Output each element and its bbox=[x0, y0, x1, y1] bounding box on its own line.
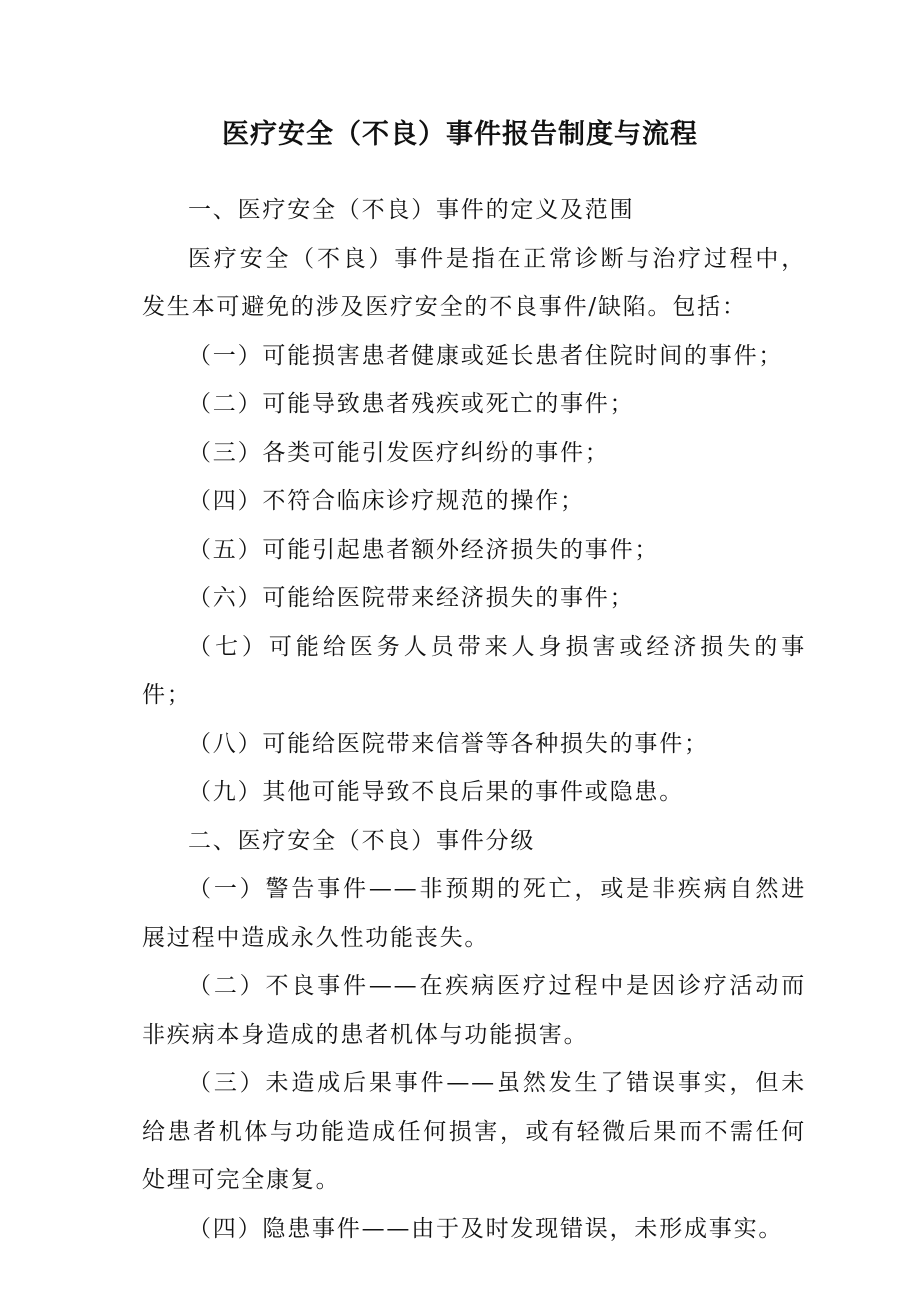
list-item-scope-4: （四）不符合临床诊疗规范的操作； bbox=[188, 488, 585, 514]
document-title: 医疗安全（不良）事件报告制度与流程 bbox=[222, 119, 698, 150]
section-heading-classification: 二、医疗安全（不良）事件分级 bbox=[188, 827, 536, 854]
list-item-level-3: （三）未造成后果事件——虽然发生了错误事实，但未给患者机体与功能造成任何损害，或有轻微后果而不需任何处理可完全康复。 bbox=[142, 1070, 806, 1193]
list-item-scope-6: （六）可能给医院带来经济损失的事件； bbox=[188, 585, 635, 611]
body-paragraph-definition: 医疗安全（不良）事件是指在正常诊断与治疗过程中，发生本可避免的涉及医疗安全的不良事件/缺陷。包括： bbox=[142, 245, 806, 320]
list-item-scope-1: （一）可能损害患者健康或延长患者住院时间的事件； bbox=[188, 342, 784, 369]
list-item-level-4: （四）隐患事件——由于及时发现错误，未形成事实。 bbox=[188, 1215, 784, 1242]
list-item-level-2: （二）不良事件——在疾病医疗过程中是因诊疗活动而非疾病本身造成的患者机体与功能损害。 bbox=[142, 973, 806, 1048]
list-item-scope-9: （九）其他可能导致不良后果的事件或隐患。 bbox=[188, 779, 684, 805]
list-item-scope-5: （五）可能引起患者额外经济损失的事件； bbox=[188, 536, 660, 563]
list-item-scope-8: （八）可能给医院带来信誉等各种损失的事件； bbox=[188, 730, 709, 757]
section-heading-definition: 一、医疗安全（不良）事件的定义及范围 bbox=[188, 197, 635, 223]
list-item-scope-3: （三）各类可能引发医疗纠纷的事件； bbox=[188, 439, 610, 466]
list-item-level-1: （一）警告事件——非预期的死亡，或是非疾病自然进展过程中造成永久性功能丧失。 bbox=[142, 876, 806, 951]
list-item-scope-7: （七）可能给医务人员带来人身损害或经济损失的事件； bbox=[142, 633, 806, 708]
list-item-scope-2: （二）可能导致患者残疾或死亡的事件； bbox=[188, 391, 635, 417]
document-body bbox=[142, 186, 806, 1253]
